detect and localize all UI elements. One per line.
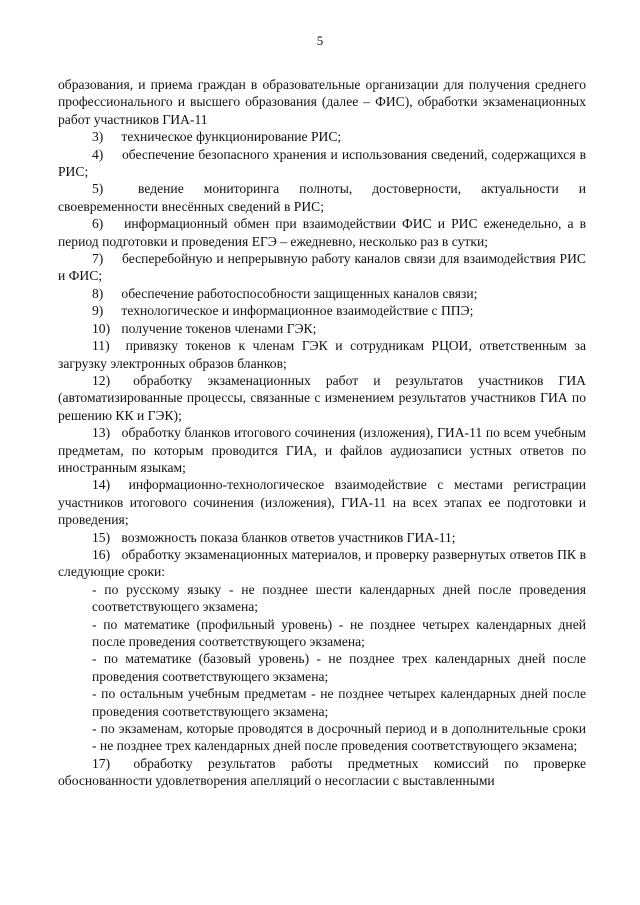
- list-item: 5) ведение мониторинга полноты, достоверности, актуальности и своевременности внесённых сведений в РИС;: [58, 181, 586, 214]
- list-item: 8) обеспечение работоспособности защищенных каналов связи;: [92, 285, 478, 301]
- list-item: 9) технологическое и информационное взаимодействие с ППЭ;: [92, 303, 474, 319]
- sub-item: - по математике (базовый уровень) - не позднее трех календарных дней после проведения соответствующего экзамена;: [92, 651, 586, 684]
- list-item: 10) получение токенов членами ГЭК;: [92, 320, 317, 336]
- list-item: 13) обработку бланков итогового сочинения (изложения), ГИА-11 по всем учебным предметам, по которым проводится ГИА, и файлов аудиозаписи устных ответов по иностранным языкам;: [58, 425, 586, 475]
- sub-item: - по русскому языку - не позднее шести календарных дней после проведения соответствующего экзамена;: [92, 581, 586, 615]
- list-item: 3) техническое функционирование РИС;: [92, 129, 342, 145]
- list-item: 17) обработку результатов работы предметных комиссий по проверке обоснованности удовлетворения апелляций о несогласии с выставленными: [58, 755, 586, 789]
- sub-item: - по математике (профильный уровень) - не позднее четырех календарных дней после проведения соответствующего экзамена;: [92, 616, 586, 649]
- sub-item: - по экзаменам, которые проводятся в досрочный период и в дополнительные сроки - не позднее трех календарных дней после проведения соответствующего экзамена;: [92, 721, 586, 754]
- list-item: 15) возможность показа бланков ответов участников ГИА-11;: [92, 529, 456, 545]
- document-body: [58, 76, 586, 790]
- list-item: 4) обеспечение безопасного хранения и использования сведений, содержащихся в РИС;: [58, 146, 586, 180]
- list-item: 11) привязку токенов к членам ГЭК и сотрудникам РЦОИ, ответственным за загрузку электронных образов бланков;: [58, 338, 586, 371]
- list-item: 6) информационный обмен при взаимодействии ФИС и РИС еженедельно, а в период подготовки и проведения ЕГЭ – ежедневно, несколько раз в сутки;: [58, 216, 586, 249]
- list-item: 12) обработку экзаменационных работ и результатов участников ГИА (автоматизированные процессы, связанные с изменением результатов участников ГИА по решению КК и ГЭК);: [58, 372, 586, 423]
- items-list: [58, 128, 586, 789]
- list-item: 7) бесперебойную и непрерывную работу каналов связи для взаимодействия РИС и ФИС;: [58, 251, 587, 284]
- list-item: 14) информационно-технологическое взаимодействие с местами регистрации участников итогового сочинения (изложения), ГИА-11 на всех этапах ее подготовки и проведения;: [58, 477, 586, 528]
- sub-item: - по остальным учебным предметам - не позднее четырех календарных дней после проведения соответствующего экзамена;: [92, 686, 586, 719]
- page-number: 5: [316, 33, 324, 48]
- list-item: 16) обработку экзаменационных материалов, и проверку развернутых ответов ПК в следующие сроки:: [58, 546, 586, 580]
- intro-paragraph: образования, и приема граждан в образовательные организации для получения среднего профессионального и высшего образования (далее – ФИС), обработки экзаменационных работ участников ГИА-11: [58, 77, 586, 127]
